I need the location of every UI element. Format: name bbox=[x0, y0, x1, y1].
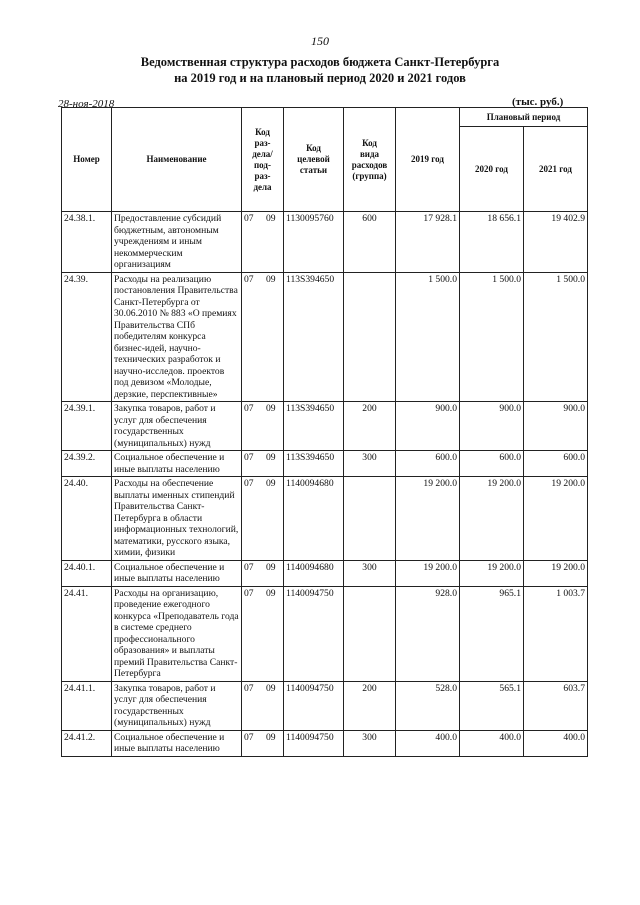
header-name: Наименование bbox=[112, 108, 242, 212]
table-row bbox=[62, 586, 588, 681]
row-section bbox=[242, 730, 284, 756]
header-section-line: раз- bbox=[254, 137, 271, 148]
row-value-2021: 19 402.9 bbox=[524, 212, 588, 273]
row-value-2021: 19 200.0 bbox=[524, 560, 588, 586]
row-value-2020: 19 200.0 bbox=[460, 477, 524, 561]
row-subsection-code: 09 bbox=[266, 273, 276, 285]
row-value-2021: 600.0 bbox=[524, 451, 588, 477]
row-name: Расходы на обеспечение выплаты именных стипендий Правительства Санкт-Петербурга в области информационных технологий, математики, русского языка, химии, физики bbox=[112, 477, 242, 561]
row-value-2019: 400.0 bbox=[396, 730, 460, 756]
row-subsection-code: 09 bbox=[266, 561, 276, 573]
row-kind: 300 bbox=[344, 730, 396, 756]
row-value-2019: 528.0 bbox=[396, 681, 460, 730]
row-kind: 200 bbox=[344, 681, 396, 730]
row-article: 1140094680 bbox=[284, 560, 344, 586]
row-value-2021: 400.0 bbox=[524, 730, 588, 756]
row-value-2020: 965.1 bbox=[460, 586, 524, 681]
row-number: 24.39.1. bbox=[62, 402, 112, 451]
table-row bbox=[62, 212, 588, 273]
document-date: 28-ноя-2018 bbox=[58, 98, 115, 110]
row-value-2019: 900.0 bbox=[396, 402, 460, 451]
header-2020: 2020 год bbox=[460, 127, 524, 212]
row-kind: 300 bbox=[344, 560, 396, 586]
row-section bbox=[242, 402, 284, 451]
row-kind bbox=[344, 586, 396, 681]
row-subsection-code: 09 bbox=[266, 403, 276, 414]
row-value-2019: 19 200.0 bbox=[396, 560, 460, 586]
row-section bbox=[242, 477, 284, 561]
row-value-2020: 19 200.0 bbox=[460, 560, 524, 586]
row-subsection-code: 09 bbox=[266, 213, 276, 224]
row-article: 1140094750 bbox=[284, 586, 344, 681]
row-article: 1140094680 bbox=[284, 477, 344, 561]
header-number: Номер bbox=[62, 108, 112, 212]
table-row bbox=[62, 477, 588, 561]
row-value-2020: 18 656.1 bbox=[460, 212, 524, 273]
row-value-2020: 400.0 bbox=[460, 730, 524, 756]
row-subsection-code: 09 bbox=[266, 731, 276, 743]
row-value-2020: 565.1 bbox=[460, 681, 524, 730]
header-article bbox=[284, 108, 344, 212]
row-subsection-code: 09 bbox=[266, 452, 276, 463]
row-number: 24.41.2. bbox=[62, 730, 112, 756]
row-number: 24.39. bbox=[62, 272, 112, 402]
row-section bbox=[242, 681, 284, 730]
budget-table bbox=[61, 107, 588, 757]
header-section-line: под- bbox=[254, 159, 271, 170]
header-section bbox=[242, 108, 284, 212]
row-section bbox=[242, 212, 284, 273]
header-2021: 2021 год bbox=[524, 127, 588, 212]
row-name: Социальное обеспечение и иные выплаты населению bbox=[112, 560, 242, 586]
row-subsection-code: 09 bbox=[266, 587, 276, 599]
row-section-code: 07 bbox=[244, 273, 254, 285]
row-number: 24.39.2. bbox=[62, 451, 112, 477]
row-section bbox=[242, 560, 284, 586]
row-name: Закупка товаров, работ и услуг для обеспечения государственных (муниципальных) нужд bbox=[112, 681, 242, 730]
row-section-code: 07 bbox=[244, 478, 254, 489]
page-number: 150 bbox=[311, 34, 329, 48]
title-line-2: на 2019 год и на плановый период 2020 и 2021 годов bbox=[174, 71, 466, 85]
row-kind bbox=[344, 477, 396, 561]
row-subsection-code: 09 bbox=[266, 682, 276, 694]
row-value-2021: 603.7 bbox=[524, 681, 588, 730]
table-row bbox=[62, 272, 588, 402]
table-row bbox=[62, 451, 588, 477]
row-article: 113S394650 bbox=[284, 272, 344, 402]
row-value-2019: 1 500.0 bbox=[396, 272, 460, 402]
units-label: (тыс. руб.) bbox=[512, 96, 564, 108]
row-article: 113S394650 bbox=[284, 451, 344, 477]
document-title bbox=[0, 54, 640, 86]
row-section bbox=[242, 586, 284, 681]
header-2019: 2019 год bbox=[396, 108, 460, 212]
header-section-line: Код bbox=[255, 126, 270, 137]
row-section-code: 07 bbox=[244, 403, 254, 414]
row-number: 24.38.1. bbox=[62, 212, 112, 273]
header-kind bbox=[344, 108, 396, 212]
row-value-2020: 600.0 bbox=[460, 451, 524, 477]
row-article: 113S394650 bbox=[284, 402, 344, 451]
row-section bbox=[242, 451, 284, 477]
row-name: Социальное обеспечение и иные выплаты населению bbox=[112, 451, 242, 477]
row-number: 24.41.1. bbox=[62, 681, 112, 730]
row-article: 1140094750 bbox=[284, 730, 344, 756]
header-plan-period: Плановый период bbox=[460, 108, 588, 127]
row-value-2019: 928.0 bbox=[396, 586, 460, 681]
header-kind-line: вида bbox=[359, 148, 380, 159]
header-kind-line: (группа) bbox=[352, 170, 387, 181]
row-number: 24.41. bbox=[62, 586, 112, 681]
row-name: Расходы на реализацию постановления Правительства Санкт-Петербурга от 30.06.2010 № 883 «О премиях Правительства СПб победителям конкурса бизнес-идей, научно-технических разработок и научно-исследов. проектов под девизом «Молодые, дерзкие, перспективные» bbox=[112, 272, 242, 402]
header-article-line: статьи bbox=[299, 165, 328, 175]
row-value-2020: 900.0 bbox=[460, 402, 524, 451]
row-section-code: 07 bbox=[244, 731, 254, 743]
row-number: 24.40.1. bbox=[62, 560, 112, 586]
row-section-code: 07 bbox=[244, 213, 254, 224]
row-article: 1140094750 bbox=[284, 681, 344, 730]
row-value-2019: 17 928.1 bbox=[396, 212, 460, 273]
title-line-1: Ведомственная структура расходов бюджета Санкт-Петербурга bbox=[140, 55, 500, 69]
table-row bbox=[62, 681, 588, 730]
row-section-code: 07 bbox=[244, 587, 254, 599]
header-article-line: целевой bbox=[297, 154, 330, 164]
header-section-line: раз- bbox=[254, 170, 271, 181]
row-value-2020: 1 500.0 bbox=[460, 272, 524, 402]
row-value-2019: 19 200.0 bbox=[396, 477, 460, 561]
row-name: Предоставление субсидий бюджетным, автономным учреждениям и иным некоммерческим организациям bbox=[112, 212, 242, 273]
row-section-code: 07 bbox=[244, 452, 254, 463]
row-name: Закупка товаров, работ и услуг для обеспечения государственных (муниципальных) нужд bbox=[112, 402, 242, 451]
header-section-line: дела bbox=[253, 181, 272, 192]
row-value-2021: 900.0 bbox=[524, 402, 588, 451]
table-row bbox=[62, 402, 588, 451]
row-value-2021: 1 003.7 bbox=[524, 586, 588, 681]
row-article: 1130095760 bbox=[284, 212, 344, 273]
header-article-line: Код bbox=[306, 143, 321, 153]
table-row bbox=[62, 730, 588, 756]
row-number: 24.40. bbox=[62, 477, 112, 561]
row-name: Социальное обеспечение и иные выплаты населению bbox=[112, 730, 242, 756]
row-value-2019: 600.0 bbox=[396, 451, 460, 477]
row-kind: 200 bbox=[344, 402, 396, 451]
row-value-2021: 1 500.0 bbox=[524, 272, 588, 402]
row-name: Расходы на организацию, проведение ежегодного конкурса «Преподаватель года в системе среднего профессионального образования» и выплаты премий Правительства Санкт-Петербурга bbox=[112, 586, 242, 681]
header-kind-line: расходов bbox=[351, 159, 388, 170]
row-section-code: 07 bbox=[244, 682, 254, 694]
header-kind-line: Код bbox=[362, 137, 377, 148]
row-subsection-code: 09 bbox=[266, 478, 276, 489]
header-section-line: дела/ bbox=[252, 148, 273, 159]
row-kind bbox=[344, 272, 396, 402]
row-section-code: 07 bbox=[244, 561, 254, 573]
row-value-2021: 19 200.0 bbox=[524, 477, 588, 561]
table-row bbox=[62, 560, 588, 586]
row-kind: 600 bbox=[344, 212, 396, 273]
row-kind: 300 bbox=[344, 451, 396, 477]
row-section bbox=[242, 272, 284, 402]
